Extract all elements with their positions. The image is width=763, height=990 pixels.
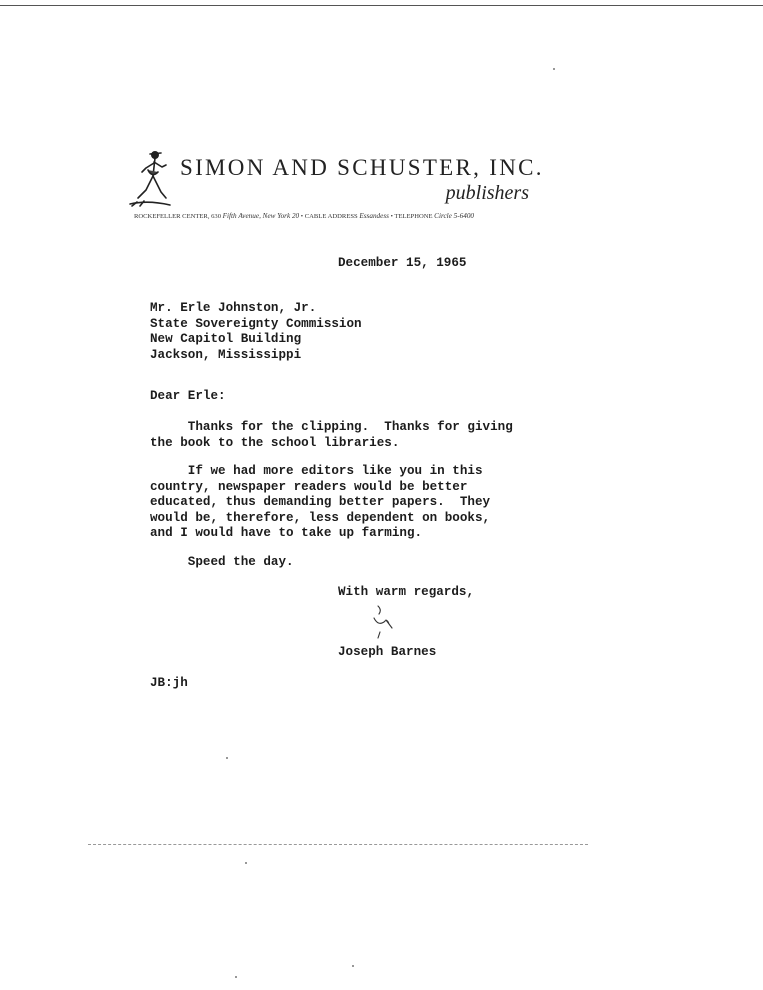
- paragraph-line: and I would have to take up farming.: [150, 526, 423, 540]
- recipient-line: Mr. Erle Johnston, Jr.: [150, 301, 317, 315]
- paragraph-2: [150, 464, 490, 542]
- paragraph-line: country, newspaper readers would be better: [150, 479, 468, 494]
- phone-value: Circle 5-6400: [434, 212, 475, 220]
- recipient-line: State Sovereignty Commission: [150, 316, 362, 331]
- scan-speck: [352, 965, 354, 967]
- typist-initials: JB:jh: [150, 676, 188, 690]
- letter-date: December 15, 1965: [338, 256, 467, 270]
- recipient-line: Jackson, Mississippi: [150, 347, 302, 362]
- sower-logo-icon: [128, 148, 172, 210]
- cable-value: Essandess: [359, 212, 389, 220]
- paragraph-line: Thanks for the clipping. Thanks for giving: [150, 420, 513, 434]
- signature-scribble-icon: [366, 604, 400, 642]
- company-subtitle: publishers: [445, 182, 529, 204]
- phone-lead: • TELEPHONE: [390, 213, 433, 220]
- paragraph-line: would be, therefore, less dependent on books,: [150, 510, 491, 525]
- letterhead-address: [134, 212, 530, 220]
- paragraph-line: educated, thus demanding better papers. They: [150, 495, 491, 509]
- scan-bottom-dashes: [88, 844, 588, 845]
- signer-name: Joseph Barnes: [338, 645, 437, 659]
- closing: With warm regards,: [338, 585, 475, 599]
- recipient-line: New Capitol Building: [150, 332, 302, 346]
- scan-speck: [226, 757, 228, 759]
- recipient-address: [150, 301, 362, 363]
- address-street: Fifth Avenue, New York 20: [222, 212, 300, 220]
- paragraph-1: [150, 420, 513, 451]
- company-name: SIMON AND SCHUSTER, INC.: [180, 155, 544, 180]
- scan-speck: [235, 976, 237, 978]
- paragraph-line: If we had more editors like you in this: [150, 464, 483, 478]
- paragraph-3: [150, 555, 294, 571]
- cable-lead: • CABLE ADDRESS: [300, 213, 358, 220]
- address-lead: ROCKEFELLER CENTER, 630: [134, 213, 222, 220]
- scan-speck: [245, 862, 247, 864]
- paragraph-line: Speed the day.: [150, 555, 294, 569]
- salutation: Dear Erle:: [150, 389, 226, 403]
- paragraph-line: the book to the school libraries.: [150, 435, 400, 450]
- scan-speck: [553, 68, 555, 70]
- scan-top-border: [0, 5, 763, 6]
